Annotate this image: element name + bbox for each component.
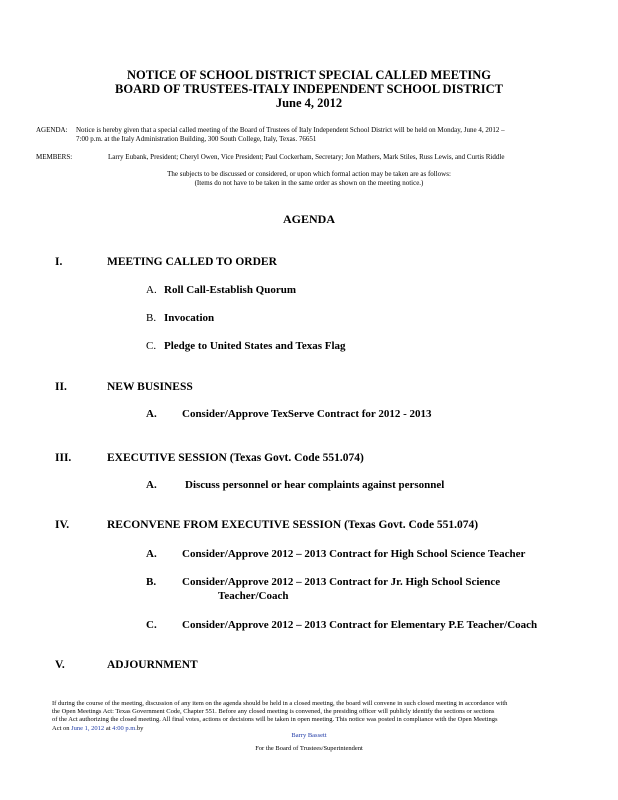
posted-date: June 1, 2012 (71, 724, 105, 732)
agenda-item: Invocation (164, 312, 215, 324)
closed-meeting-notice (52, 700, 572, 733)
agenda-heading: AGENDA (282, 212, 335, 226)
footer-line: of the Act authorizing the closed meeting. All final votes, actions or decisions will be taken in open meeting. This notice was posted in compliance with the Open Meetings (52, 716, 498, 724)
agenda-item: Consider/Approve TexServe Contract for 2012 - 2013 (182, 408, 432, 420)
item-letter: A. (146, 479, 157, 491)
item-letter: B. (146, 576, 157, 588)
subjects-line1: The subjects to be discussed or considered, or upon which formal action may be taken are as follows: (167, 170, 451, 178)
members-line (36, 153, 596, 162)
footer-line: If during the course of the meeting, discussion of any item on the agenda should be held in a closed meeting, the board will convene in such closed meeting in accordance with (52, 700, 508, 707)
section-iv-numeral: IV. (55, 519, 70, 531)
item-letter: C. (146, 619, 157, 631)
members-text: Larry Eubank, President; Cheryl Owen, Vice President; Paul Cockerham, Secretary; Jon Mathers, Mark Stiles, Russ Lewis, and Curtis Riddle (108, 153, 505, 161)
section-v-numeral: V. (55, 659, 65, 671)
section-v-heading: ADJOURNMENT (107, 659, 198, 671)
agenda-item: Roll Call-Establish Quorum (164, 284, 297, 296)
item-letter: A. (146, 284, 157, 296)
notice-title: NOTICE OF SCHOOL DISTRICT SPECIAL CALLED MEETING (127, 68, 491, 82)
signer-name: Barry Bassett (291, 732, 327, 739)
section-ii-heading: NEW BUSINESS (107, 381, 193, 393)
notice-text-line2: 7:00 p.m. at the Italy Administration Building, 300 South College, Italy, Texas. 76651 (76, 134, 317, 143)
members-label: MEMBERS: (36, 153, 73, 161)
agenda-label: AGENDA: (36, 126, 68, 134)
item-letter: A. (146, 408, 157, 420)
signer-title: For the Board of Trustees/Superintendent (255, 745, 363, 752)
agenda-item: Consider/Approve 2012 – 2013 Contract for High School Science Teacher (182, 548, 526, 560)
posted-by: by (136, 724, 144, 732)
meeting-date: June 4, 2012 (275, 96, 343, 110)
agenda-item: Consider/Approve 2012 – 2013 Contract for Jr. High School Science (182, 576, 501, 588)
posted-prefix: Act on (52, 724, 72, 732)
agenda-item: Discuss personnel or hear complaints against personnel (185, 479, 445, 491)
footer-line: the Open Meetings Act: Texas Government Code, Chapter 551. Before any closed meeting is convened, the presiding officer will publicly identify the sections or sections (52, 708, 495, 716)
agenda-item: Consider/Approve 2012 – 2013 Contract for Elementary P.E Teacher/Coach (182, 619, 538, 631)
section-i-numeral: I. (55, 256, 63, 268)
section-i-heading: MEETING CALLED TO ORDER (107, 256, 277, 268)
posted-time: 4:00 p.m. (112, 724, 137, 732)
section-ii-numeral: II. (55, 381, 67, 393)
posted-at: at (104, 724, 113, 732)
agenda-item: Pledge to United States and Texas Flag (164, 340, 346, 352)
section-iv-heading: RECONVENE FROM EXECUTIVE SESSION (Texas Govt. Code 551.074) (107, 519, 479, 531)
notice-paragraph (36, 126, 584, 143)
section-iii-numeral: III. (55, 452, 72, 464)
subjects-line2: (Items do not have to be taken in the same order as shown on the meeting notice.) (194, 179, 424, 187)
notice-text-line1: Notice is hereby given that a special called meeting of the Board of Trustees of Italy Independent School District will be held on Monday, June 4, 2012 – (76, 126, 505, 134)
section-iii-heading: EXECUTIVE SESSION (Texas Govt. Code 551.074) (107, 452, 364, 464)
agenda-item-continuation: Teacher/Coach (218, 590, 289, 602)
item-letter: B. (146, 312, 157, 324)
item-letter: A. (146, 548, 157, 560)
item-letter: C. (146, 340, 157, 352)
board-title: BOARD OF TRUSTEES-ITALY INDEPENDENT SCHOOL DISTRICT (115, 82, 503, 96)
